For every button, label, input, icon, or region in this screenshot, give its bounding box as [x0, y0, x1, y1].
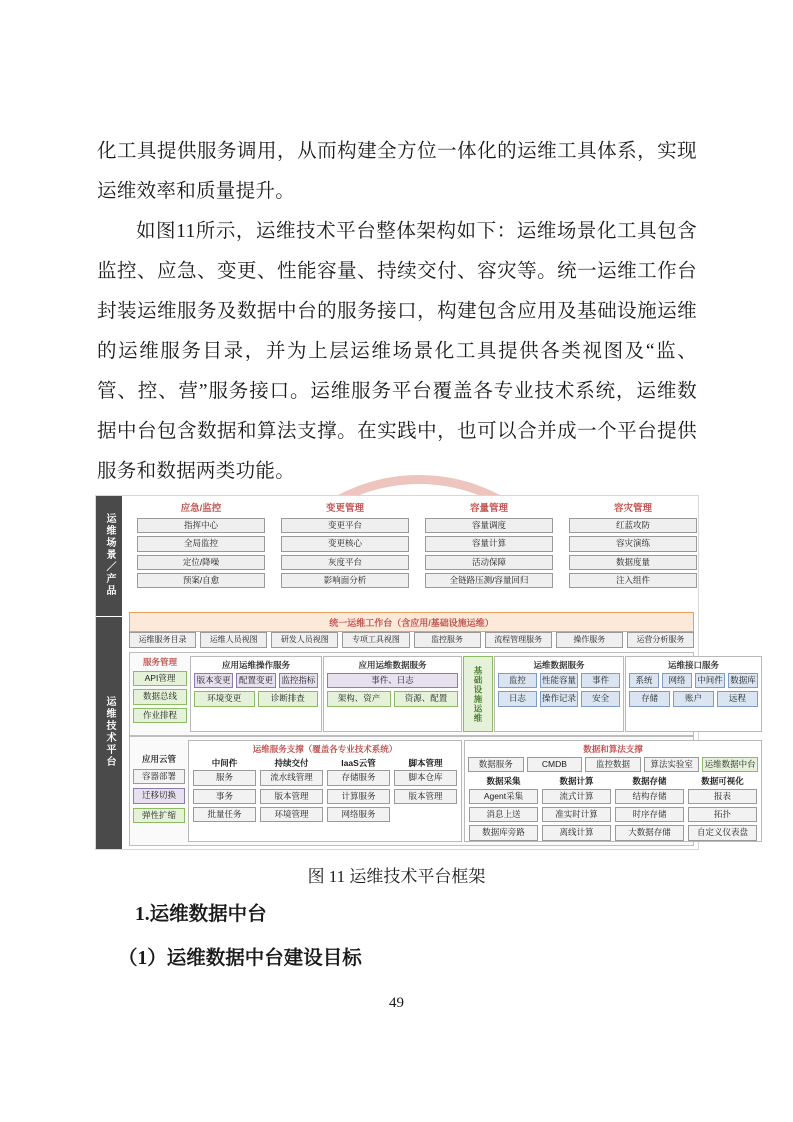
figure-content [123, 496, 756, 849]
scenario-col-change: 变更管理 变更平台 变更核心 灰度平台 影响面分析 [281, 500, 409, 591]
data-algorithm-group: 数据和算法支撑 数据服务 CMDB 监控数据 算法实验室 运维数据中台 数据采集 Agent采集 消息上送 数据库旁路 数据计算 流式计算 准实时计算 离线计算 数据存储 结构存储 时序存储 大数据存储 数据可视化 报表 拓扑 自定义仪表盘 [464, 740, 762, 842]
service-mgmt-item: 数据总线 [133, 689, 187, 704]
workbench-item: 操作服务 [556, 632, 623, 648]
scenario-item: 指挥中心 [137, 518, 265, 533]
infra-ops-vertical-label: 基础设施运维 [463, 656, 493, 732]
cloud-item: 迁移切换 [133, 788, 185, 803]
cell: 流式计算 [542, 789, 611, 804]
unified-workbench-items [129, 632, 694, 648]
cell: 服务 [193, 770, 256, 785]
scenario-row [129, 500, 694, 608]
workbench-item: 专项工具视图 [342, 632, 409, 648]
platform-middle-block [129, 652, 756, 736]
cell: 流水线管理 [260, 770, 323, 785]
group-row [626, 691, 761, 709]
scenario-item: 预案/自愈 [137, 573, 265, 588]
group-row [626, 673, 761, 691]
cell: 时序存储 [615, 807, 684, 822]
ops-support-group: 运维服务支撑（覆盖各专业技术系统） 中间件 服务 事务 批量任务 持续交付 流水线管理 版本管理 环境管理 IaaS云管 存储服务 计算服务 网络服务 脚本管理 脚本仓库 版本管理 [188, 740, 462, 842]
scenario-item: 全局监控 [137, 536, 265, 551]
workbench-item: 研发人员视图 [271, 632, 338, 648]
cell: 大数据存储 [615, 825, 684, 840]
figure-left-rail [96, 496, 122, 849]
cell: 运维数据中台 [702, 757, 758, 772]
ops-col-middleware: 中间件 服务 事务 批量任务 [193, 757, 256, 825]
cell: 网络服务 [327, 807, 390, 822]
cell: 事务 [193, 789, 256, 804]
cell: 监控 [498, 673, 537, 688]
group-row [191, 691, 321, 709]
heading-2: （1）运维数据中台建设目标 [118, 948, 362, 969]
cell: 环境变更 [194, 691, 255, 706]
cell: 拓扑 [688, 807, 757, 822]
ops-col-script: 脚本管理 脚本仓库 版本管理 [394, 757, 457, 825]
cell: 离线计算 [542, 825, 611, 840]
workbench-item: 运营分析服务 [627, 632, 694, 648]
cell: 资源、配置 [394, 691, 458, 706]
group-row [324, 673, 461, 691]
figure-11 [95, 495, 756, 850]
cell: 数据库旁路 [469, 825, 538, 840]
cell: 数据服务 [468, 757, 524, 772]
app-cloud-management-group: 应用云管 容器部署 迁移切换 弹性扩缩 [133, 753, 185, 827]
cell: 事件 [581, 673, 620, 688]
scenario-item: 变更核心 [281, 536, 409, 551]
cell: 中间件 [695, 673, 725, 688]
scenario-item: 灰度平台 [281, 555, 409, 570]
group-row [191, 673, 321, 691]
cell: 消息上送 [469, 807, 538, 822]
data-algo-top-row [465, 757, 761, 775]
cell: 存储 [629, 691, 670, 706]
figure-canvas [95, 495, 756, 850]
cell: 安全 [581, 691, 620, 706]
scenario-item: 数据度量 [569, 555, 697, 570]
service-mgmt-item: API管理 [133, 671, 187, 686]
cell: CMDB [527, 757, 583, 772]
workbench-item: 运维人员视图 [200, 632, 267, 648]
cloud-item: 弹性扩缩 [133, 808, 185, 823]
workbench-item: 监控服务 [414, 632, 481, 648]
cell: 批量任务 [193, 807, 256, 822]
scenario-item: 容量调度 [425, 518, 553, 533]
cell: 事件、日志 [327, 673, 458, 688]
unified-workbench-bar: 统一运维工作台（含应用/基础设施运维） [129, 612, 694, 632]
scenario-item: 注入组件 [569, 573, 697, 588]
body-text [97, 132, 697, 492]
cloud-item: 容器部署 [133, 769, 185, 784]
cell: 系统 [629, 673, 659, 688]
cell: 日志 [498, 691, 537, 706]
cell: 账户 [673, 691, 714, 706]
ops-col-iaas: IaaS云管 存储服务 计算服务 网络服务 [327, 757, 390, 825]
workbench-item: 流程管理服务 [485, 632, 552, 648]
scenario-item: 红蓝攻防 [569, 518, 697, 533]
cell: 环境管理 [260, 807, 323, 822]
data-col-collect: 数据采集 Agent采集 消息上送 数据库旁路 [469, 775, 538, 843]
service-management-group: 服务管理 API管理 数据总线 作业排程 [133, 656, 187, 730]
figure-caption: 图 11 运维技术平台框架 [307, 867, 486, 886]
data-col-storage: 数据存储 结构存储 时序存储 大数据存储 [615, 775, 684, 843]
rail-label-platform: 运维技术平台 [96, 616, 122, 847]
service-mgmt-item: 作业排程 [133, 708, 187, 723]
cell: 网络 [662, 673, 692, 688]
cell: 版本管理 [260, 789, 323, 804]
paragraph-1: 化工具提供服务调用，从而构建全方位一体化的运维工具体系，实现运维效率和质量提升。 [97, 141, 697, 202]
scenario-item: 活动保障 [425, 555, 553, 570]
ops-col-cd: 持续交付 流水线管理 版本管理 环境管理 [260, 757, 323, 825]
paragraph-2: 如图11所示，运维技术平台整体架构如下：运维场景化工具包含监控、应急、变更、性能容量、持续交付、容灾等。统一运维工作台封装运维服务及数据中台的服务接口，构建包含应用及基础设施运维的运维服务目录，并为上层运维场景化工具提供各类视图及“监、管、控、营”服务接口。运维服务平台覆盖各专业技术系统，运维数据中台包含数据和算法支撑。在实践中，也可以合并成一个平台提供服务和数据两类功能。 [97, 221, 697, 482]
group-row [324, 691, 461, 709]
scenario-item: 容灾演练 [569, 536, 697, 551]
infra-api-service-group: 运维接口服务 系统 网络 中间件 数据库 存储 账户 远程 [625, 656, 762, 732]
app-ops-operation-service-group: 应用运维操作服务 版本变更 配置变更 监控指标 环境变更 诊断排查 [190, 656, 322, 732]
cell: 数据库 [728, 673, 758, 688]
heading-1: 1.运维数据中台 [135, 904, 267, 925]
data-col-compute: 数据计算 流式计算 准实时计算 离线计算 [542, 775, 611, 843]
cell: 监控数据 [585, 757, 641, 772]
infra-data-service-group: 运维数据服务 监控 性能容量 事件 日志 操作记录 安全 [494, 656, 624, 732]
cell: 监控指标 [279, 673, 318, 688]
group-row [495, 673, 623, 691]
scenario-item: 影响面分析 [281, 573, 409, 588]
scenario-item: 定位/降噪 [137, 555, 265, 570]
rail-label-scenario: 运维场景／产品 [104, 513, 115, 597]
cell: 存储服务 [327, 770, 390, 785]
cell: 结构存储 [615, 789, 684, 804]
cell: 准实时计算 [542, 807, 611, 822]
scenario-item: 容量计算 [425, 536, 553, 551]
scenario-item: 全链路压测/容量回归 [425, 573, 553, 588]
data-col-visual: 数据可视化 报表 拓扑 自定义仪表盘 [688, 775, 757, 843]
scenario-col-emergency: 应急/监控 指挥中心 全局监控 定位/降噪 预案/自愈 [137, 500, 265, 591]
cell: 操作记录 [540, 691, 579, 706]
scenario-item: 变更平台 [281, 518, 409, 533]
cell: 版本变更 [194, 673, 233, 688]
cell: 配置变更 [236, 673, 275, 688]
cell: 算法实验室 [644, 757, 700, 772]
cell: 性能容量 [540, 673, 579, 688]
scenario-col-dr: 容灾管理 红蓝攻防 容灾演练 数据度量 注入组件 [569, 500, 697, 591]
cell: 报表 [688, 789, 757, 804]
scenario-col-capacity: 容量管理 容量调度 容量计算 活动保障 全链路压测/容量回归 [425, 500, 553, 591]
group-row [495, 691, 623, 709]
cell: 自定义仪表盘 [688, 825, 757, 840]
cell: 架构、资产 [327, 691, 391, 706]
cell: Agent采集 [469, 789, 538, 804]
cell: 诊断排查 [258, 691, 319, 706]
workbench-item: 运维服务目录 [129, 632, 196, 648]
cell: 计算服务 [327, 789, 390, 804]
cell: 远程 [717, 691, 758, 706]
cell: 脚本仓库 [394, 770, 457, 785]
page-number: 49 [389, 995, 404, 1011]
cell: 版本管理 [394, 789, 457, 804]
app-ops-data-service-group: 应用运维数据服务 事件、日志 架构、资产 资源、配置 [323, 656, 462, 732]
platform-bottom-block [129, 736, 756, 846]
